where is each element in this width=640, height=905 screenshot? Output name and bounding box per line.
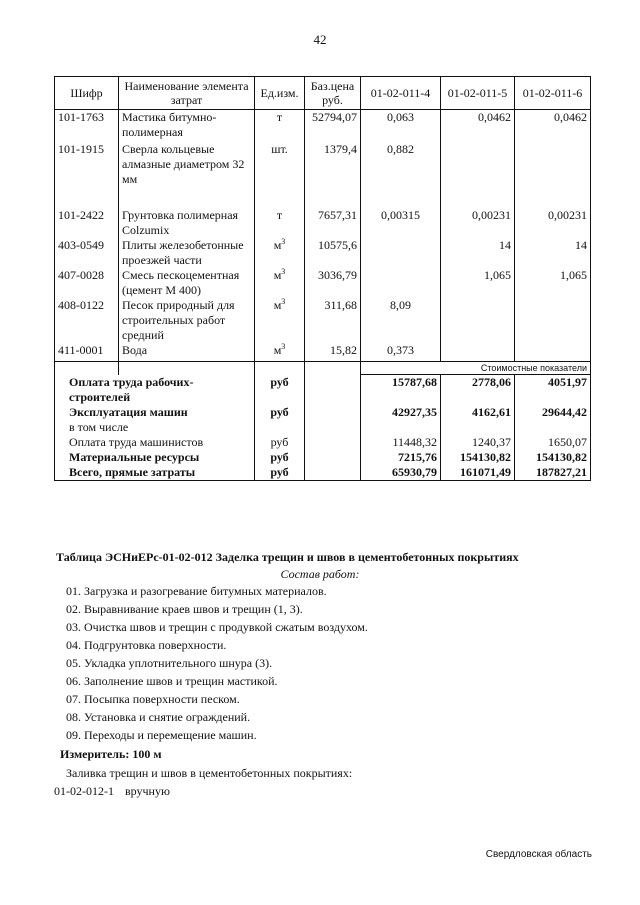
material-value-011-4: 8,09: [361, 298, 441, 343]
material-name: Плиты железобетонные проезжей части: [119, 238, 255, 268]
cost-empty: [305, 465, 361, 481]
material-value-011-6: 0,0462: [515, 110, 591, 143]
unit-exponent: 3: [281, 237, 286, 246]
material-code: 407-0028: [55, 268, 119, 298]
measurer: Измеритель: 100 м: [60, 747, 162, 761]
material-name: Вода: [119, 343, 255, 362]
material-value-011-5: 0,0462: [441, 110, 515, 143]
col-header-price: Баз.цена руб.: [305, 77, 361, 110]
cost-row: [55, 465, 591, 481]
cost-unit: руб: [255, 465, 305, 481]
section-title: Таблица ЭСНиЕРс-01-02-012 Заделка трещин и швов в цементобетонных покрытиях: [56, 550, 519, 564]
work-item: 03. Очистка швов и трещин с продувкой сжатым воздухом.: [66, 620, 368, 634]
work-list: [66, 584, 368, 746]
work-item: 02. Выравнивание краев швов и трещин (1, 3).: [66, 602, 303, 616]
material-price: 52794,07: [305, 110, 361, 143]
cost-unit: руб: [255, 450, 305, 465]
cost-empty: [305, 375, 361, 405]
work-item: 09. Переходы и перемещение машин.: [66, 728, 257, 742]
cost-empty: [305, 420, 361, 435]
material-row: [55, 208, 591, 238]
unit-text: м: [273, 343, 282, 357]
work-item: 05. Укладка уплотнительного шнура (3).: [66, 656, 273, 670]
cost-empty: [305, 435, 361, 450]
resource-table: [54, 76, 591, 481]
unit-exponent: 3: [281, 267, 286, 276]
material-row: [55, 142, 591, 208]
material-unit: [255, 298, 305, 343]
work-item: 04. Подгрунтовка поверхности.: [66, 638, 227, 652]
material-unit: [255, 238, 305, 268]
material-unit: [255, 268, 305, 298]
cost-value-011-4: 15787,68: [361, 375, 441, 405]
material-price: 7657,31: [305, 208, 361, 238]
cost-label-row: [55, 362, 591, 375]
col-header-011-5: 01-02-011-5: [441, 77, 515, 110]
cost-name: в том числе: [55, 420, 255, 435]
unit-text: шт.: [271, 142, 288, 156]
material-price: 15,82: [305, 343, 361, 362]
material-name: Мастика битумно-полимерная: [119, 110, 255, 143]
row-code: 01-02-012-1: [54, 784, 114, 798]
col-header-unit: Ед.изм.: [255, 77, 305, 110]
cost-label: Стоимостные показатели: [361, 362, 591, 375]
col-header-code: Шифр: [55, 77, 119, 110]
cost-value-011-6: 29644,42: [515, 405, 591, 420]
material-code: 411-0001: [55, 343, 119, 362]
fill-description: Заливка трещин и швов в цементобетонных покрытиях:: [66, 766, 353, 780]
cost-unit: руб: [255, 435, 305, 450]
cost-name: Всего, прямые затраты: [55, 465, 255, 481]
material-unit: [255, 343, 305, 362]
cost-row: [55, 435, 591, 450]
cost-name: Оплата труда рабочих-строителей: [55, 375, 255, 405]
material-name: Смесь пескоцементная (цемент М 400): [119, 268, 255, 298]
col-header-011-4: 01-02-011-4: [361, 77, 441, 110]
work-heading: Состав работ:: [280, 567, 360, 581]
empty-cell: [305, 362, 361, 375]
cost-empty: [305, 450, 361, 465]
cost-row: [55, 420, 591, 435]
cost-value-011-5: 161071,49: [441, 465, 515, 481]
cost-value-011-6: 1650,07: [515, 435, 591, 450]
cost-name: Материальные ресурсы: [55, 450, 255, 465]
material-name: Песок природный для строительных работ средний: [119, 298, 255, 343]
cost-value-011-6: 154130,82: [515, 450, 591, 465]
unit-text: м: [273, 268, 282, 282]
work-item: 08. Установка и снятие ограждений.: [66, 710, 251, 724]
work-item: 06. Заполнение швов и трещин мастикой.: [66, 674, 278, 688]
unit-exponent: 3: [281, 342, 286, 351]
material-value-011-4: 0,882: [361, 142, 441, 208]
cost-row: [55, 405, 591, 420]
material-row: [55, 110, 591, 143]
material-row: [55, 268, 591, 298]
material-value-011-4: 0,373: [361, 343, 441, 362]
material-code: 101-1763: [55, 110, 119, 143]
material-price: 10575,6: [305, 238, 361, 268]
row-code-line: [54, 784, 170, 799]
cost-unit: руб: [255, 405, 305, 420]
material-value-011-5: [441, 298, 515, 343]
material-row: [55, 238, 591, 268]
empty-cell: [55, 362, 119, 375]
material-value-011-4: [361, 238, 441, 268]
cost-name: Эксплуатация машин: [55, 405, 255, 420]
material-value-011-6: [515, 142, 591, 208]
material-code: 408-0122: [55, 298, 119, 343]
material-value-011-6: [515, 343, 591, 362]
cost-value-011-5: [441, 420, 515, 435]
cost-name: Оплата труда машинистов: [55, 435, 255, 450]
material-value-011-5: 1,065: [441, 268, 515, 298]
material-name: Грунтовка полимерная Colzumix: [119, 208, 255, 238]
material-code: 403-0549: [55, 238, 119, 268]
empty-cell: [119, 362, 255, 375]
material-value-011-4: 0,063: [361, 110, 441, 143]
material-name: Сверла кольцевые алмазные диаметром 32 мм: [119, 142, 255, 208]
material-value-011-5: 0,00231: [441, 208, 515, 238]
region-footer: Свердловская область: [485, 849, 592, 860]
material-value-011-4: [361, 268, 441, 298]
col-header-011-6: 01-02-011-6: [515, 77, 591, 110]
unit-text: м: [273, 238, 282, 252]
empty-cell: [255, 362, 305, 375]
material-unit: [255, 142, 305, 208]
cost-value-011-5: 4162,61: [441, 405, 515, 420]
cost-unit: руб: [255, 375, 305, 405]
work-item: 01. Загрузка и разогревание битумных материалов.: [66, 584, 327, 598]
unit-text: т: [276, 110, 283, 124]
cost-value-011-5: 154130,82: [441, 450, 515, 465]
table-header-row: [55, 77, 591, 110]
material-value-011-4: 0,00315: [361, 208, 441, 238]
cost-value-011-4: [361, 420, 441, 435]
page-number: 42: [313, 32, 327, 47]
cost-row: [55, 450, 591, 465]
cost-value-011-4: 7215,76: [361, 450, 441, 465]
cost-value-011-6: 4051,97: [515, 375, 591, 405]
cost-row: [55, 375, 591, 405]
unit-text: м: [273, 298, 282, 312]
material-value-011-6: 0,00231: [515, 208, 591, 238]
cost-value-011-6: 187827,21: [515, 465, 591, 481]
cost-value-011-5: 1240,37: [441, 435, 515, 450]
row-code-text: вручную: [125, 784, 170, 798]
material-price: 311,68: [305, 298, 361, 343]
material-value-011-6: 1,065: [515, 268, 591, 298]
material-value-011-6: 14: [515, 238, 591, 268]
cost-value-011-4: 65930,79: [361, 465, 441, 481]
unit-exponent: 3: [281, 297, 286, 306]
material-code: 101-2422: [55, 208, 119, 238]
material-row: [55, 343, 591, 362]
material-code: 101-1915: [55, 142, 119, 208]
material-value-011-5: [441, 142, 515, 208]
material-price: 3036,79: [305, 268, 361, 298]
cost-empty: [305, 405, 361, 420]
material-value-011-5: 14: [441, 238, 515, 268]
cost-value-011-4: 11448,32: [361, 435, 441, 450]
material-row: [55, 298, 591, 343]
cost-value-011-5: 2778,06: [441, 375, 515, 405]
material-unit: [255, 110, 305, 143]
col-header-name: Наименование элемента затрат: [119, 77, 255, 110]
material-price: 1379,4: [305, 142, 361, 208]
material-value-011-5: [441, 343, 515, 362]
cost-value-011-6: [515, 420, 591, 435]
cost-value-011-4: 42927,35: [361, 405, 441, 420]
unit-text: т: [276, 208, 283, 222]
cost-unit: [255, 420, 305, 435]
material-value-011-6: [515, 298, 591, 343]
work-item: 07. Посыпка поверхности песком.: [66, 692, 240, 706]
material-unit: [255, 208, 305, 238]
